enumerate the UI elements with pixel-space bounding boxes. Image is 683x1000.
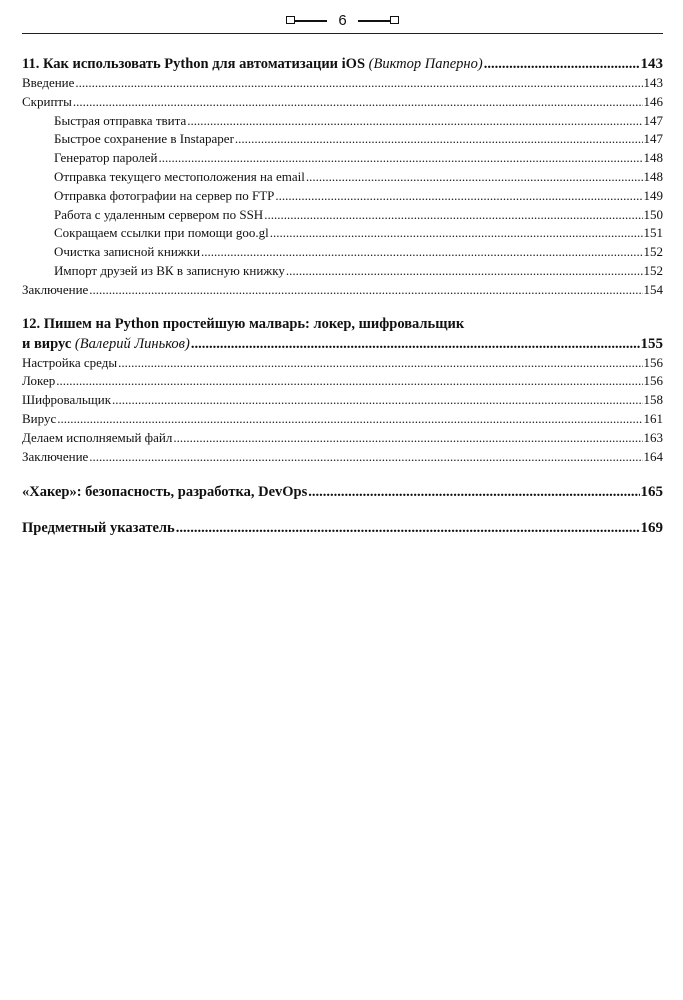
dot-leader (159, 149, 643, 168)
dot-leader (176, 518, 640, 538)
dot-leader (89, 448, 642, 467)
dot-leader (191, 334, 640, 354)
toc-page-number: 147 (643, 131, 663, 147)
dot-leader (56, 372, 642, 391)
toc-item-title: Скрипты (22, 93, 72, 109)
toc-page-number: 149 (643, 187, 663, 203)
toc-item[interactable] (22, 74, 663, 93)
dot-leader (306, 168, 643, 187)
toc-item[interactable] (22, 281, 663, 300)
toc-item-title: Сокращаем ссылки при помощи goo.gl (54, 225, 269, 241)
toc-page-number: 148 (643, 150, 663, 166)
toc-page-number: 143 (643, 75, 663, 90)
toc-page-number: 148 (643, 168, 663, 184)
toc-subitem[interactable] (22, 168, 663, 187)
toc-item[interactable] (22, 354, 663, 373)
dot-leader (112, 391, 642, 410)
dot-leader (308, 482, 639, 502)
toc-subitem[interactable] (22, 149, 663, 168)
toc-page-number: 154 (643, 281, 663, 297)
dot-leader (57, 410, 642, 429)
toc-page-number: 156 (643, 354, 663, 370)
dot-leader (270, 224, 643, 243)
header-ornament-left-icon (286, 15, 330, 27)
toc-item-title: Очистка записной книжки (54, 244, 201, 260)
spacer (22, 466, 663, 482)
header-ornament-right-icon (355, 15, 399, 27)
toc-item-title: Генератор паролей (54, 150, 158, 166)
toc-page-number: 169 (640, 520, 663, 537)
dot-leader (89, 281, 642, 300)
toc-page-number: 158 (643, 392, 663, 408)
toc-chapter-author: (Виктор Паперно) (368, 56, 483, 72)
toc-page-number: 165 (640, 484, 663, 501)
toc-subject-index[interactable] (22, 518, 663, 538)
toc-subitem[interactable] (22, 262, 663, 281)
dot-leader (73, 93, 643, 112)
toc-chapter-12[interactable] (22, 334, 663, 354)
spacer (22, 300, 663, 314)
toc-item-title: Локер (22, 373, 56, 389)
document-page (22, 6, 663, 996)
toc-item-title: Быстрое сохранение в Instapaper (54, 131, 234, 147)
toc-item[interactable] (22, 372, 663, 391)
toc-subitem[interactable] (22, 206, 663, 225)
toc-page-number: 152 (643, 262, 663, 278)
toc-item[interactable] (22, 391, 663, 410)
dot-leader (187, 112, 642, 131)
toc-item[interactable] (22, 429, 663, 448)
toc-page-number: 155 (640, 335, 663, 352)
toc-chapter-12-title-line1[interactable]: 12. Пишем на Python простейшую малварь: локер, шифровальщик (22, 315, 465, 332)
toc-item-title: Работа с удаленным сервером по SSH (54, 206, 264, 222)
toc-subitem[interactable] (22, 224, 663, 243)
toc-page-number: 147 (643, 112, 663, 128)
dot-leader (286, 262, 643, 281)
dot-leader (201, 243, 642, 262)
toc-item-title: Делаем исполняемый файл (22, 429, 173, 445)
dot-leader (264, 206, 642, 225)
dot-leader (275, 187, 642, 206)
toc-subitem[interactable] (22, 187, 663, 206)
header-center (22, 12, 663, 30)
toc-page-number: 146 (643, 93, 663, 109)
toc-item-title: Быстрая отправка твита (54, 112, 187, 128)
toc-item-title: Шифровальщик (22, 392, 112, 408)
toc-chapter-title: и вирус (Валерий Линьков) (22, 335, 190, 352)
toc-page-number: 161 (643, 410, 663, 426)
dot-leader (75, 74, 642, 93)
toc-item-title: Импорт друзей из ВК в записную книжку (54, 262, 285, 278)
toc-page-number: 151 (643, 225, 663, 241)
toc-chapter-title: Предметный указатель (22, 520, 175, 537)
toc-page-number: 150 (643, 206, 663, 222)
toc-item[interactable] (22, 448, 663, 467)
toc-page-number: 163 (643, 429, 663, 445)
toc-item-title: Введение (22, 75, 75, 90)
dot-leader (484, 54, 640, 74)
toc-hacker[interactable] (22, 482, 663, 502)
dot-leader (118, 354, 642, 373)
toc-page-number: 164 (643, 448, 663, 464)
toc-item-title: Заключение (22, 448, 89, 464)
page-header (22, 6, 663, 36)
dot-leader (235, 130, 643, 149)
toc-page-number: 152 (643, 244, 663, 260)
toc-item-title: Вирус (22, 410, 57, 426)
toc-page-number: 143 (640, 56, 663, 72)
toc-item[interactable] (22, 410, 663, 429)
dot-leader (173, 429, 642, 448)
toc-item[interactable] (22, 93, 663, 112)
toc-chapter-11[interactable] (22, 54, 663, 74)
toc-item-title: Отправка фотографии на сервер по FTP (54, 187, 275, 203)
toc-subitem[interactable] (22, 130, 663, 149)
toc-page-number: 156 (643, 373, 663, 389)
toc-item-title: Настройка среды (22, 354, 118, 370)
toc-chapter-author: (Валерий Линьков) (74, 335, 190, 352)
page-number: 6 (338, 12, 347, 30)
toc-chapter-title: «Хакер»: безопасность, разработка, DevOps (22, 484, 308, 501)
toc-chapter-title: 11. Как использовать Python для автоматизации iOS (Виктор Паперно) (22, 56, 483, 72)
toc-subitem[interactable] (22, 112, 663, 131)
spacer (22, 502, 663, 518)
toc-item-title: Заключение (22, 281, 89, 297)
table-of-contents (22, 54, 663, 538)
toc-subitem[interactable] (22, 243, 663, 262)
toc-item-title: Отправка текущего местоположения на email (54, 168, 305, 184)
header-rule (22, 33, 663, 34)
